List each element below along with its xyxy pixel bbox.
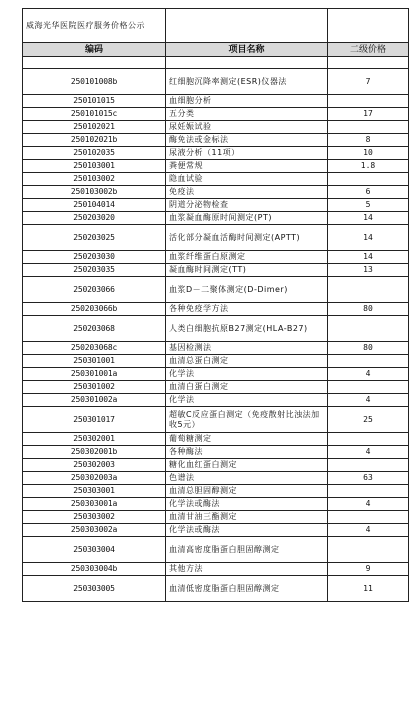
name-cell: 化学法或酶法: [166, 498, 328, 511]
title-blank-cell: [166, 9, 328, 43]
table-row: [23, 407, 409, 433]
name-cell: 血清高密度脂蛋白胆固醇测定: [166, 537, 328, 563]
code-cell: 250101015: [23, 95, 166, 108]
name-cell: 粪便常规: [166, 160, 328, 173]
table-row: [23, 485, 409, 498]
price-cell: 4: [328, 498, 409, 511]
table-row: [23, 394, 409, 407]
code-cell: 250301001a: [23, 368, 166, 381]
table-row: [23, 69, 409, 95]
code-cell: 250102035: [23, 147, 166, 160]
price-cell: 13: [328, 264, 409, 277]
name-cell: 人类白细胞抗原B27测定(HLA-B27): [166, 316, 328, 342]
code-cell: 250203066: [23, 277, 166, 303]
price-cell: 4: [328, 368, 409, 381]
price-cell: 7: [328, 69, 409, 95]
table-row: [23, 95, 409, 108]
code-cell: 250303004b: [23, 563, 166, 576]
table-row: [23, 225, 409, 251]
name-cell: 基因检测法: [166, 342, 328, 355]
price-cell: 1.8: [328, 160, 409, 173]
name-cell: 尿液分析（11项）: [166, 147, 328, 160]
code-cell: 250102021: [23, 121, 166, 134]
name-cell: 各种免疫学方法: [166, 303, 328, 316]
price-cell: [328, 277, 409, 303]
table-row: [23, 511, 409, 524]
column-header-code: 编码: [23, 43, 166, 57]
price-cell: 14: [328, 212, 409, 225]
price-cell: [328, 121, 409, 134]
name-cell: 血浆凝血酶原时间测定(PT): [166, 212, 328, 225]
code-cell: 250303002: [23, 511, 166, 524]
name-cell: 血清总胆固醇测定: [166, 485, 328, 498]
table-row: [23, 147, 409, 160]
price-cell: [328, 316, 409, 342]
code-cell: 250101015c: [23, 108, 166, 121]
blank-cell: [166, 57, 328, 69]
price-cell: 14: [328, 251, 409, 264]
table-row: [23, 368, 409, 381]
table-row: [23, 121, 409, 134]
code-cell: 250303002a: [23, 524, 166, 537]
table-row: [23, 537, 409, 563]
table-row: [23, 160, 409, 173]
code-cell: 250103002b: [23, 186, 166, 199]
name-cell: 血浆D－二聚体测定(D-Dimer): [166, 277, 328, 303]
price-cell: [328, 511, 409, 524]
table-row: [23, 472, 409, 485]
price-cell: 6: [328, 186, 409, 199]
name-cell: 血清白蛋白测定: [166, 381, 328, 394]
code-cell: 250303001: [23, 485, 166, 498]
name-cell: 化学法: [166, 394, 328, 407]
code-cell: 250301002: [23, 381, 166, 394]
blank-cell: [328, 57, 409, 69]
price-cell: 10: [328, 147, 409, 160]
price-cell: 80: [328, 342, 409, 355]
table-row: [23, 498, 409, 511]
code-cell: 250103001: [23, 160, 166, 173]
price-cell: [328, 381, 409, 394]
code-cell: 250101008b: [23, 69, 166, 95]
table-row: [23, 342, 409, 355]
code-cell: 250302001: [23, 433, 166, 446]
price-cell: 11: [328, 576, 409, 602]
page-title: 威海光华医院医疗服务价格公示: [23, 9, 166, 43]
column-header-name: 项目名称: [166, 43, 328, 57]
table-row: [23, 108, 409, 121]
name-cell: 阴道分泌物检查: [166, 199, 328, 212]
table-row: [23, 251, 409, 264]
price-cell: 4: [328, 446, 409, 459]
table-row: [23, 316, 409, 342]
price-cell: 8: [328, 134, 409, 147]
column-header-price: 二级价格: [328, 43, 409, 57]
name-cell: 血清低密度脂蛋白胆固醇测定: [166, 576, 328, 602]
name-cell: 血清总蛋白测定: [166, 355, 328, 368]
table-row: [23, 173, 409, 186]
name-cell: 红细胞沉降率测定(ESR)仪器法: [166, 69, 328, 95]
code-cell: 250302003: [23, 459, 166, 472]
header-row: [23, 43, 409, 57]
price-cell: 25: [328, 407, 409, 433]
code-cell: 250303005: [23, 576, 166, 602]
name-cell: 尿妊娠试验: [166, 121, 328, 134]
code-cell: 250203025: [23, 225, 166, 251]
price-cell: [328, 459, 409, 472]
price-cell: 5: [328, 199, 409, 212]
price-cell: 80: [328, 303, 409, 316]
table-row: [23, 134, 409, 147]
price-cell: 17: [328, 108, 409, 121]
price-cell: 4: [328, 394, 409, 407]
price-cell: [328, 537, 409, 563]
name-cell: 其他方法: [166, 563, 328, 576]
price-cell: 63: [328, 472, 409, 485]
table-row: [23, 199, 409, 212]
code-cell: 250203035: [23, 264, 166, 277]
name-cell: 化学法或酶法: [166, 524, 328, 537]
code-cell: 250303001a: [23, 498, 166, 511]
name-cell: 凝血酶时间测定(TT): [166, 264, 328, 277]
blank-row: [23, 57, 409, 69]
price-cell: 9: [328, 563, 409, 576]
table-row: [23, 576, 409, 602]
name-cell: 酶免法或金标法: [166, 134, 328, 147]
price-cell: [328, 173, 409, 186]
name-cell: 免疫法: [166, 186, 328, 199]
price-table: [22, 8, 409, 602]
price-cell: [328, 433, 409, 446]
name-cell: 血浆纤维蛋白原测定: [166, 251, 328, 264]
table-row: [23, 563, 409, 576]
name-cell: 血细胞分析: [166, 95, 328, 108]
table-row: [23, 303, 409, 316]
name-cell: 血清甘油三酯测定: [166, 511, 328, 524]
name-cell: 葡萄糖测定: [166, 433, 328, 446]
code-cell: 250102021b: [23, 134, 166, 147]
code-cell: 250203068c: [23, 342, 166, 355]
table-row: [23, 459, 409, 472]
code-cell: 250203030: [23, 251, 166, 264]
name-cell: 色谱法: [166, 472, 328, 485]
code-cell: 250203020: [23, 212, 166, 225]
code-cell: 250303004: [23, 537, 166, 563]
code-cell: 250203066b: [23, 303, 166, 316]
table-row: [23, 446, 409, 459]
blank-cell: [23, 57, 166, 69]
code-cell: 250301002a: [23, 394, 166, 407]
code-cell: 250302001b: [23, 446, 166, 459]
name-cell: 各种酶法: [166, 446, 328, 459]
title-row: [23, 9, 409, 43]
name-cell: 糖化血红蛋白测定: [166, 459, 328, 472]
price-cell: 4: [328, 524, 409, 537]
code-cell: 250103002: [23, 173, 166, 186]
code-cell: 250302003a: [23, 472, 166, 485]
name-cell: 化学法: [166, 368, 328, 381]
table-row: [23, 277, 409, 303]
code-cell: 250104014: [23, 199, 166, 212]
table-row: [23, 381, 409, 394]
price-cell: 14: [328, 225, 409, 251]
code-cell: 250301017: [23, 407, 166, 433]
table-row: [23, 186, 409, 199]
table-row: [23, 524, 409, 537]
table-row: [23, 264, 409, 277]
table-row: [23, 355, 409, 368]
name-cell: 隐血试验: [166, 173, 328, 186]
name-cell: 五分类: [166, 108, 328, 121]
code-cell: 250301001: [23, 355, 166, 368]
price-cell: [328, 355, 409, 368]
table-row: [23, 433, 409, 446]
name-cell: 超敏C反应蛋白测定（免疫散射比浊法加收5元）: [166, 407, 328, 433]
title-blank-cell: [328, 9, 409, 43]
price-cell: [328, 485, 409, 498]
name-cell: 活化部分凝血活酶时间测定(APTT): [166, 225, 328, 251]
price-cell: [328, 95, 409, 108]
table-row: [23, 212, 409, 225]
code-cell: 250203068: [23, 316, 166, 342]
